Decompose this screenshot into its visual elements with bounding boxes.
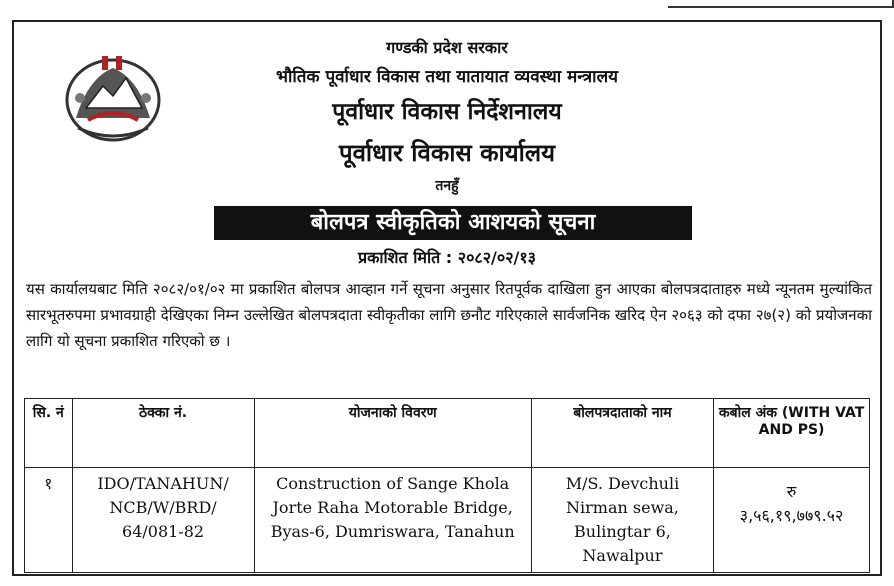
cell-contract-number: IDO/TANAHUN/ NCB/W/BRD/ 64/081-82 (72, 468, 254, 573)
office-heading: पूर्वाधार विकास कार्यालय (338, 139, 556, 167)
published-date: प्रकाशित मिति : २०८२/०२/१३ (357, 248, 536, 267)
cell-bid-amount (714, 468, 870, 573)
cell-project-description: Construction of Sange Khola Jorte Raha Motorable Bridge, Byas-6, Dumriswara, Tanahun (254, 468, 531, 573)
district-heading: तनहुँ (435, 178, 459, 194)
header-bid-amount: कबोल अंक (WITH VAT AND PS) (714, 399, 870, 468)
table-row (25, 468, 870, 573)
notice-frame (12, 20, 882, 576)
currency-label: रु (786, 482, 797, 501)
notice-title-banner: बोलपत्र स्वीकृतिको आशयको सूचना (214, 206, 692, 240)
header-bidder-name: बोलपत्रदाताको नाम (531, 399, 713, 468)
cell-bidder-name: M/S. Devchuli Nirman sewa, Bulingtar 6, Nawalpur (531, 468, 713, 573)
header-serial-number: सि. नं (25, 399, 73, 468)
ministry-heading: भौतिक पूर्वाधार विकास तथा यातायात व्यवस्था मन्त्रालय (276, 67, 618, 87)
notice-body-text: यस कार्यालयबाट मिति २०८२/०१/०२ मा प्रकाशित बोलपत्र आव्हान गर्ने सूचना अनुसार रितपूर्वक दाखिला हुन आएका बोलपत्रदाताहरु मध्ये न्यूनतम मुल्यांकित सारभूतरुपमा प्रभावग्राही देखिएका निम्न उल्लेखित बोलपत्रदाता स्वीकृतीका लागि छनौट गरिएकाले सार्वजनिक खरिद ऐन २०६३ को दफा २७(२) को प्रयोजनका लागि यो सूचना प्रकाशित गरिएको छ । (26, 280, 872, 350)
header-project-description: योजनाको विवरण (254, 399, 531, 468)
cell-serial-number: १ (25, 468, 73, 573)
bid-table (24, 398, 870, 573)
top-corner-line (668, 0, 894, 8)
province-government-heading: गण्डकी प्रदेश सरकार (386, 38, 508, 57)
table-header-row (25, 399, 870, 468)
directorate-heading: पूर्वाधार विकास निर्देशनालय (332, 99, 562, 125)
bid-amount-value: ३,५६,१९,७७९.५२ (739, 506, 844, 525)
header-contract-number: ठेक्का नं. (72, 399, 254, 468)
